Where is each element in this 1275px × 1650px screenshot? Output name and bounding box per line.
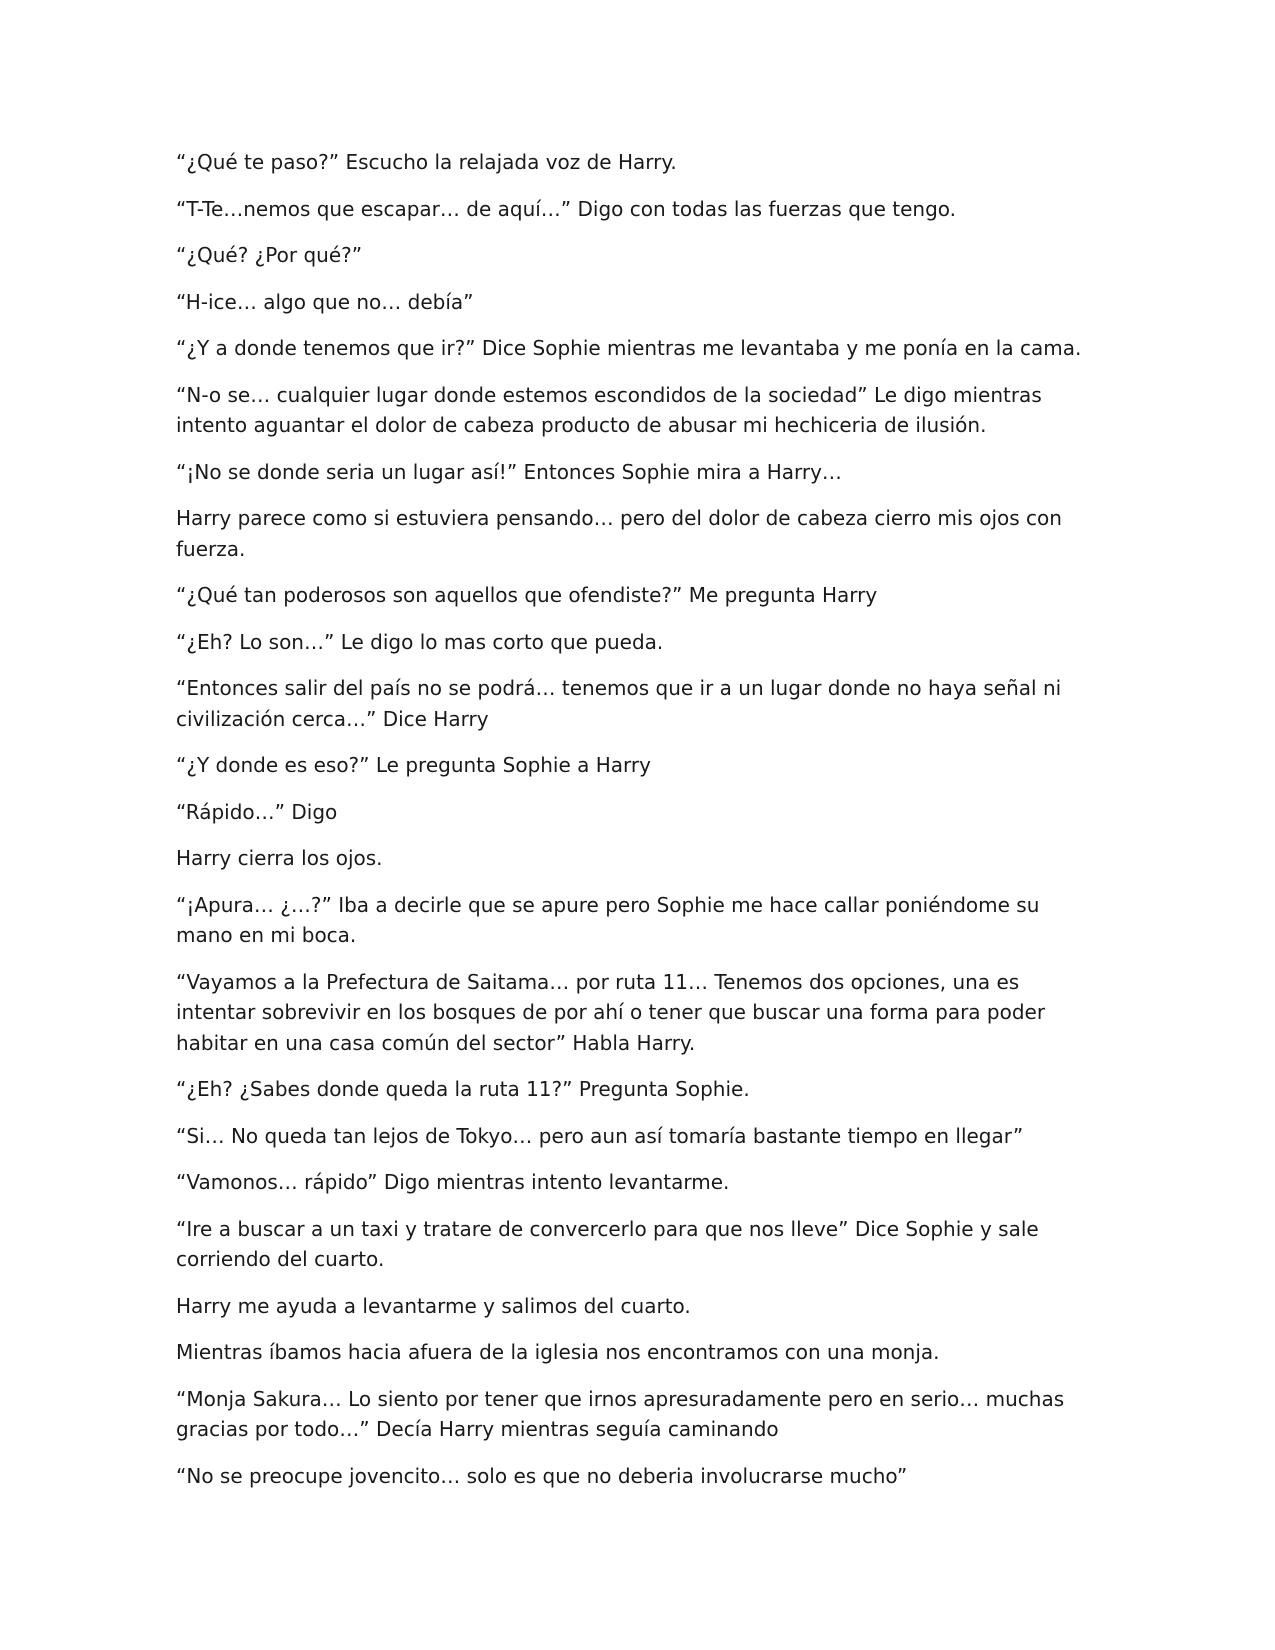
- paragraph: “¡No se donde seria un lugar así!” Entonces Sophie mira a Harry…: [176, 459, 842, 484]
- paragraph: “H-ice… algo que no… debía”: [176, 289, 474, 314]
- paragraph: “Entonces salir del país no se podrá… tenemos que ir a un lugar donde no haya señal ni civilización cerca…” Dice Harry: [176, 676, 1062, 731]
- paragraph: Harry cierra los ojos.: [176, 846, 383, 870]
- paragraph: “Vamonos… rápido” Digo mientras intento levantarme.: [176, 1170, 730, 1194]
- paragraph: “Rápido…” Digo: [176, 799, 338, 824]
- paragraph: “T-Te…nemos que escapar… de aquí…” Digo con todas las fuerzas que tengo.: [176, 196, 956, 221]
- paragraph: “¡Apura… ¿…?” Iba a decirle que se apure pero Sophie me hace callar poniéndome su mano en mi boca.: [176, 892, 1040, 947]
- paragraph: “¿Eh? ¿Sabes donde queda la ruta 11?” Pregunta Sophie.: [176, 1077, 750, 1101]
- paragraph: Harry parece como si estuviera pensando… pero del dolor de cabeza cierro mis ojos con fuerza.: [176, 506, 1062, 561]
- paragraph: Mientras íbamos hacia afuera de la iglesia nos encontramos con una monja.: [176, 1340, 940, 1364]
- paragraph: “Si… No queda tan lejos de Tokyo… pero aun así tomaría bastante tiempo en llegar”: [176, 1123, 1024, 1148]
- paragraph: “Monja Sakura… Lo siento por tener que irnos apresuradamente pero en serio… muchas gracias por todo…” Decía Harry mientras seguía caminando: [176, 1386, 1065, 1441]
- paragraph: “No se preocupe jovencito… solo es que no deberia involucrarse mucho”: [176, 1463, 908, 1488]
- paragraph: Harry me ayuda a levantarme y salimos del cuarto.: [176, 1293, 691, 1318]
- document-body: [176, 147, 1101, 1507]
- paragraph: “¿Qué? ¿Por qué?”: [176, 243, 363, 267]
- paragraph: “Ire a buscar a un taxi y tratare de convercerlo para que nos lleve” Dice Sophie y sale corriendo del cuarto.: [176, 1216, 1039, 1271]
- paragraph: “¿Qué tan poderosos son aquellos que ofendiste?” Me pregunta Harry: [176, 583, 878, 607]
- paragraph: “¿Qué te paso?” Escucho la relajada voz de Harry.: [176, 150, 677, 174]
- paragraph: “N-o se… cualquier lugar donde estemos escondidos de la sociedad” Le digo mientras intento aguantar el dolor de cabeza producto de abusar mi hechiceria de ilusión.: [176, 382, 1042, 437]
- paragraph: “¿Eh? Lo son…” Le digo lo mas corto que pueda.: [176, 629, 664, 654]
- paragraph: “¿Y donde es eso?” Le pregunta Sophie a Harry: [176, 753, 651, 777]
- paragraph: “¿Y a donde tenemos que ir?” Dice Sophie mientras me levantaba y me ponía en la cama.: [176, 336, 1082, 360]
- paragraph: “Vayamos a la Prefectura de Saitama… por ruta 11… Tenemos dos opciones, una es intentar sobrevivir en los bosques de por ahí o tener que buscar una forma para poder habitar en una casa común del sector” Habla Harry.: [176, 969, 1046, 1055]
